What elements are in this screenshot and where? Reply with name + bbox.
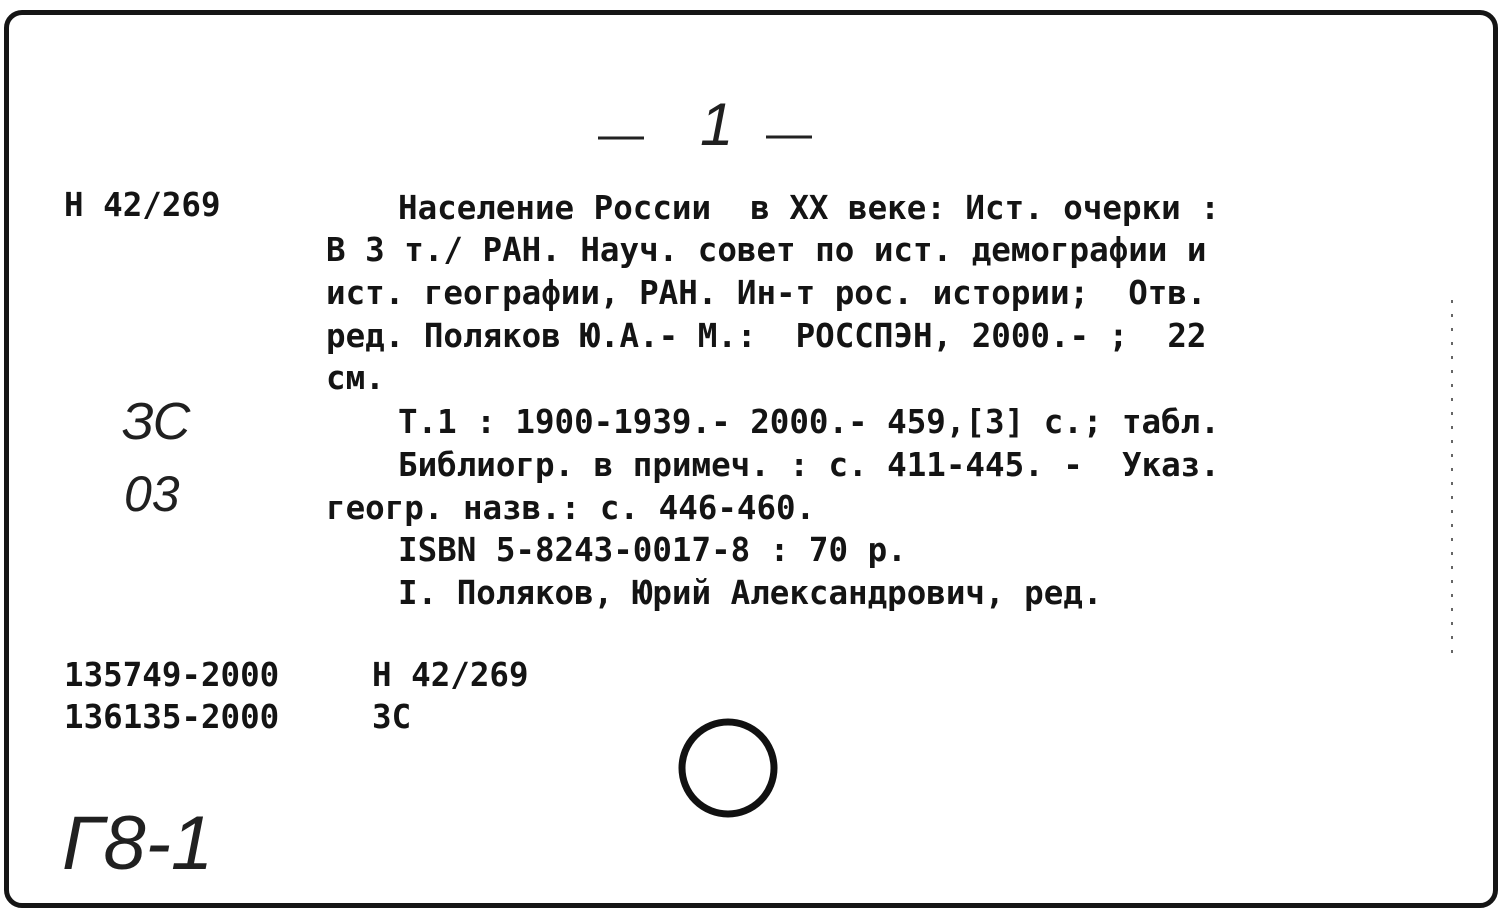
isbn-line: ISBN 5-8243-0017-8 : 70 р. <box>398 531 907 569</box>
title-line: Население России в ХХ веке: Ист. очерки : <box>398 189 1220 227</box>
shelf-mark: Н 42/269 <box>64 186 221 224</box>
body-line: ист. географии, РАН. Ин-т рос. истории; Отв. <box>326 274 1207 312</box>
editor-line: I. Поляков, Юрий Александрович, ред. <box>398 574 1103 612</box>
body-line: ред. Поляков Ю.А.- М.: РОССПЭН, 2000.- ; 22 <box>326 317 1207 355</box>
accession-number: 136135-2000 <box>64 698 280 736</box>
bibliography-line: Библиогр. в примеч. : с. 411-445. - Указ. <box>398 446 1220 484</box>
body-line: В 3 т./ РАН. Науч. совет по ист. демографии и <box>326 231 1207 269</box>
handwritten-code-03: 03 <box>124 466 180 522</box>
handwritten-code-3c: ЗС <box>122 393 191 451</box>
accession-mark: Н 42/269 <box>372 656 529 694</box>
stamp-circle <box>682 722 774 814</box>
body-line: см. <box>326 359 385 397</box>
page-number-mark: 1 <box>700 91 734 158</box>
accession-number: 135749-2000 <box>64 656 280 694</box>
body-line: геогр. назв.: с. 446-460. <box>326 489 816 527</box>
accession-mark: ЗС <box>372 698 412 736</box>
volume-line: Т.1 : 1900-1939.- 2000.- 459,[3] с.; табл. <box>398 403 1220 441</box>
handwritten-footer: Г8-1 <box>62 801 214 886</box>
